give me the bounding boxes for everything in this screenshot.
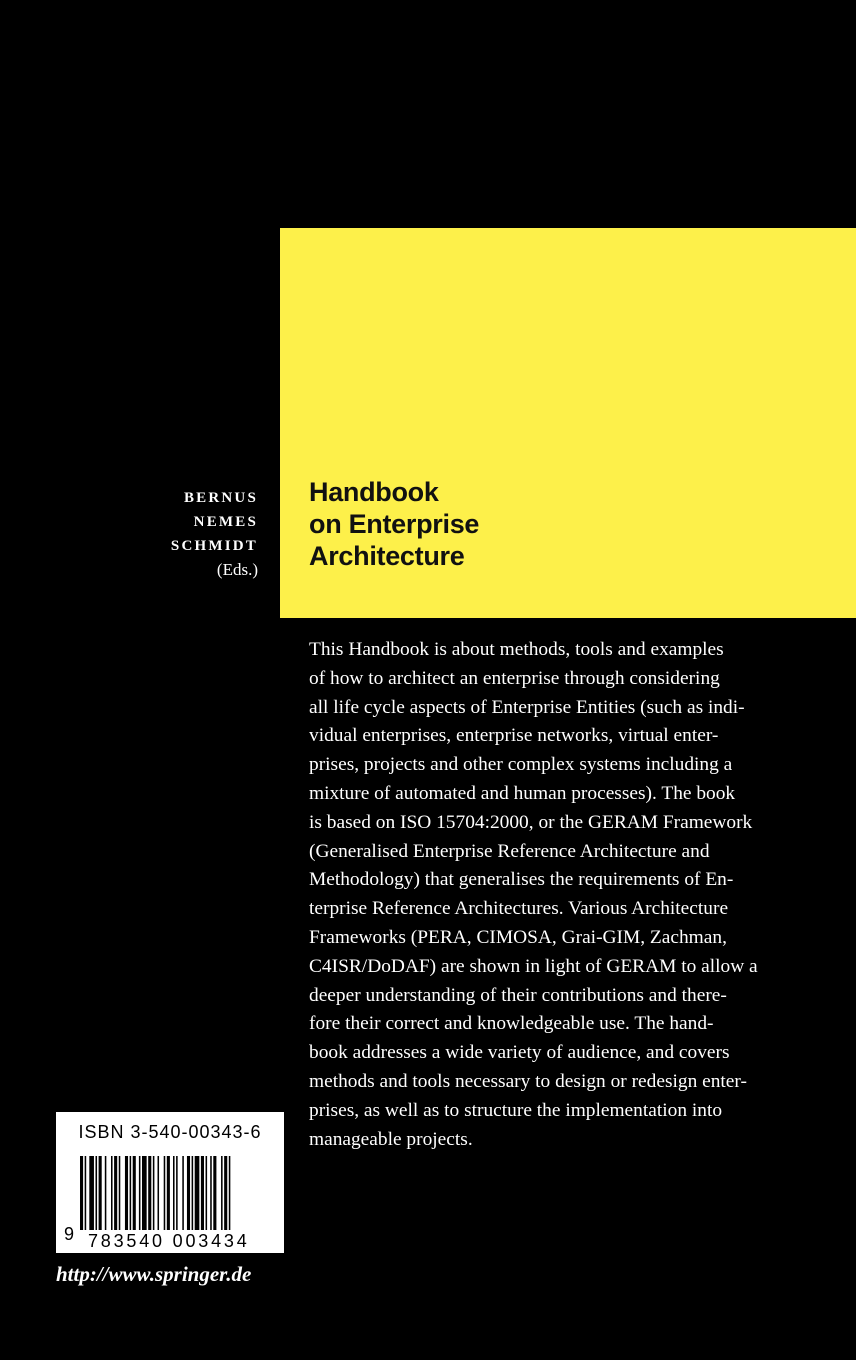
blurb-line: This Handbook is about methods, tools and examples	[309, 639, 724, 660]
blurb-line: prises, as well as to structure the implementation into	[309, 1099, 723, 1121]
blurb-line: of how to architect an enterprise through considering	[309, 667, 720, 689]
blurb-text	[309, 636, 829, 1154]
blurb-line: is based on ISO 15704:2000, or the GERAM Framework	[309, 811, 753, 833]
isbn-number: ISBN 3-540-00343-6	[78, 1122, 262, 1142]
barcode-icon	[80, 1156, 280, 1230]
blurb-line: manageable projects.	[309, 1128, 473, 1150]
blurb-line: mixture of automated and human processes). The book	[309, 782, 736, 804]
isbn-barcode-box	[56, 1112, 284, 1253]
author-name: NEMES	[193, 514, 258, 530]
title-line: Architecture	[309, 541, 465, 571]
author-name: SCHMIDT	[170, 538, 258, 554]
blurb-line: prises, projects and other complex systems including a	[309, 754, 733, 776]
blurb-line: book addresses a wide variety of audience, and covers	[309, 1042, 730, 1064]
editors-block	[80, 486, 258, 582]
blurb-line: deeper understanding of their contributions and there-	[309, 984, 727, 1006]
book-title	[309, 476, 609, 572]
blurb-line: methods and tools necessary to design or redesign enter-	[309, 1070, 747, 1092]
blurb-line: (Generalised Enterprise Reference Architecture and	[309, 840, 710, 862]
blurb-line: all life cycle aspects of Enterprise Entities (such as indi-	[309, 696, 745, 718]
blurb-line: terprise Reference Architectures. Various Architecture	[309, 898, 729, 920]
ean-digits: 783540 003434	[86, 1231, 284, 1252]
editors-note: (Eds.)	[216, 560, 258, 579]
blurb-line: Methodology) that generalises the requirements of En-	[309, 869, 734, 891]
ean-first-digit: 9	[64, 1224, 75, 1244]
title-line: Handbook	[309, 477, 439, 507]
blurb-line: Frameworks (PERA, CIMOSA, Grai-GIM, Zachman,	[309, 926, 727, 948]
title-line: on Enterprise	[309, 509, 480, 539]
blurb-line: C4ISR/DoDAF) are shown in light of GERAM to allow a	[309, 955, 758, 977]
blurb-line: vidual enterprises, enterprise networks, virtual enter-	[309, 725, 719, 747]
author-name: BERNUS	[183, 490, 258, 506]
blurb-line: fore their correct and knowledgeable use. The hand-	[309, 1013, 714, 1035]
publisher-url: http://www.springer.de	[56, 1262, 252, 1286]
